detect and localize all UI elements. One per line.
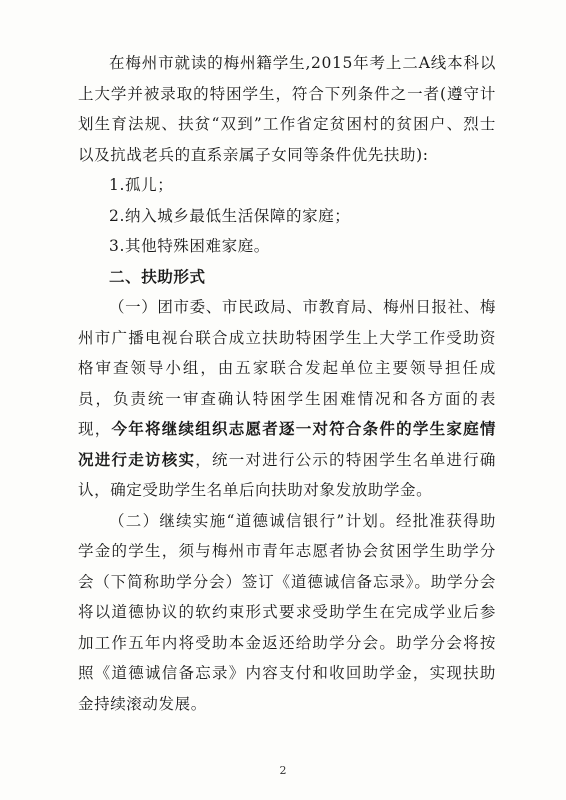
condition-item-2: 2.纳入城乡最低生活保障的家庭；: [109, 206, 351, 225]
document-body: [78, 48, 496, 719]
page-number: 2: [279, 764, 287, 777]
condition-item-3: 3.其他特殊困难家庭。: [109, 237, 270, 255]
assistance-paragraph-1-bold: 今年将继续组织志愿者逐一对符合条件的学生家庭情况进行走访核实: [78, 419, 496, 469]
section-heading-assistance-form: 二、扶助形式: [109, 267, 206, 286]
condition-item-1: 1.孤儿；: [109, 176, 174, 194]
assistance-paragraph-1: [78, 292, 496, 506]
assistance-paragraph-1-tail: ，统一对进行公示的特困学生名单进行确认，确定受助学生名单后向扶助对象发放助学金。: [78, 450, 496, 499]
assistance-paragraph-2: （二）继续实施“道德诚信银行”计划。经批准获得助学金的学生，须与梅州市青年志愿者协会贫困学生助学分会（下简称助学分会）签订《道德诚信备忘录》。助学分会将以道德协议的软约束形式要求受助学生在完成学业后参加工作五年内将受助本金返还给助学分会。助学分会将按照《道德诚信备忘录》内容支付和收回助学金，实现扶助金持续滚动发展。: [78, 511, 496, 713]
eligibility-paragraph: 在梅州市就读的梅州籍学生,2015年考上二A线本科以上大学并被录取的特困学生，符合下列条件之一者(遵守计划生育法规、扶贫“双到”工作省定贫困村的贫困户、烈士以及抗战老兵的直系亲属子女同等条件优先扶助):: [78, 54, 496, 164]
assistance-paragraph-1-text: （一）团市委、市民政局、市教育局、梅州日报社、梅州市广播电视台联合成立扶助特困学生上大学工作受助资格审查领导小组，由五家联合发起单位主要领导担任成员，负责统一审查确认特困学生困难情况和各方面的表现，: [78, 298, 496, 438]
